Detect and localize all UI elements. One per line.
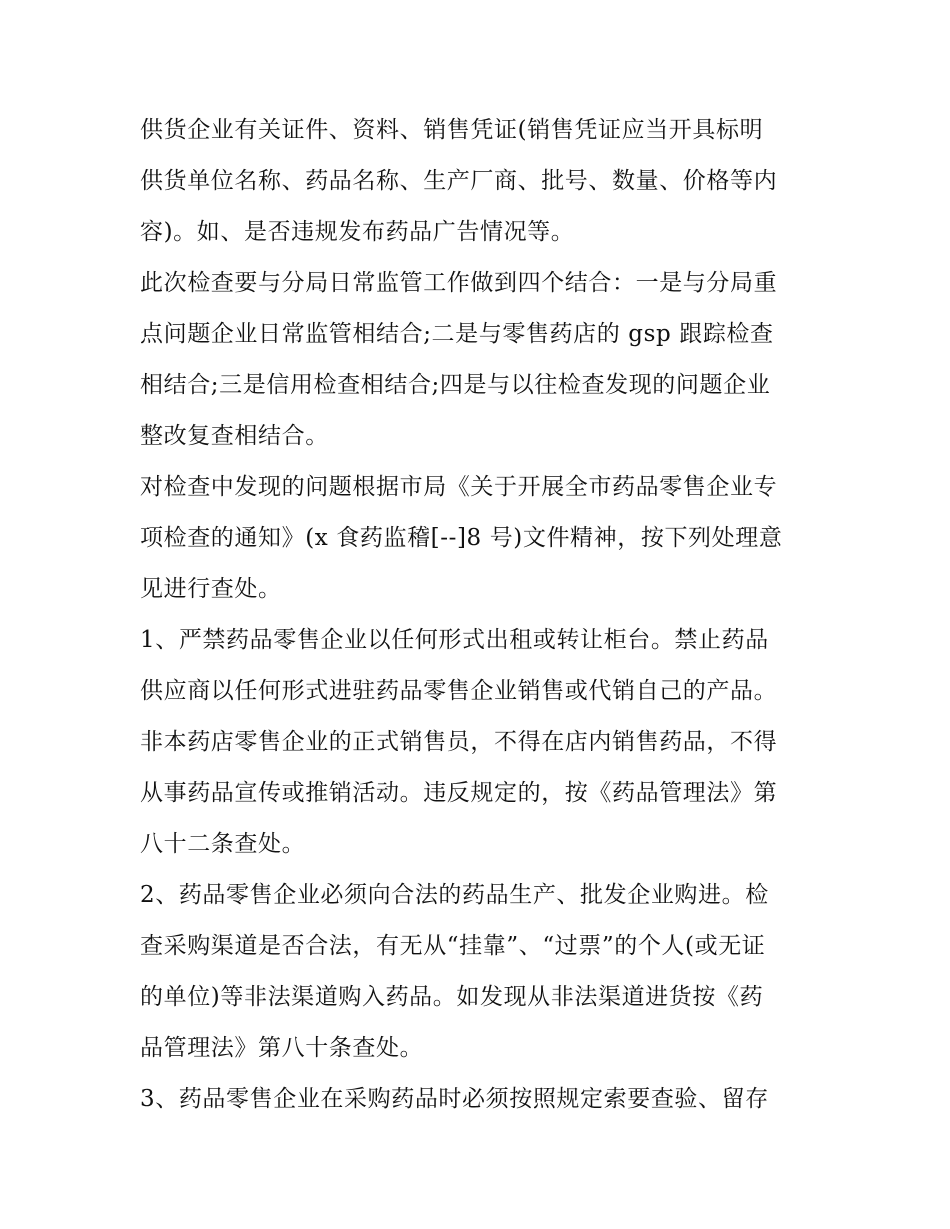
text-line: 容)。如、是否违规发布药品广告情况等。: [140, 219, 575, 245]
paragraph: [140, 462, 820, 615]
text-line: 1、严禁药品零售企业以任何形式出租或转让柜台。禁止药品: [140, 627, 769, 653]
text-line: 2、药品零售企业必须向合法的药品生产、批发企业购进。检: [140, 882, 769, 908]
document-body: [140, 105, 820, 1125]
text-line: 从事药品宣传或推销活动。违反规定的，按《药品管理法》第: [140, 780, 778, 806]
text-line: 品管理法》第八十条查处。: [140, 1035, 424, 1061]
text-line: 八十二条查处。: [140, 831, 306, 857]
text-line: 非本药店零售企业的正式销售员，不得在店内销售药品，不得: [140, 729, 778, 755]
text-line: 见进行查处。: [140, 576, 282, 602]
text-line: 的单位)等非法渠道购入药品。如发现从非法渠道进货按《药: [140, 984, 764, 1010]
paragraph: [140, 258, 820, 462]
text-line: 相结合;三是信用检查相结合;四是与以往检查发现的问题企业: [140, 372, 771, 398]
paragraph: [140, 870, 820, 1074]
text-line: 查采购渠道是否合法，有无从“挂靠”、“过票”的个人(或无证: [140, 933, 766, 959]
paragraph: [140, 1074, 820, 1125]
paragraph: [140, 615, 820, 870]
text-line: 此次检查要与分局日常监管工作做到四个结合：一是与分局重: [140, 270, 778, 296]
text-line: 3、药品零售企业在采购药品时必须按照规定索要查验、留存: [140, 1086, 769, 1112]
text-line: 供货企业有关证件、资料、销售凭证(销售凭证应当开具标明: [140, 117, 764, 143]
text-line: 点问题企业日常监管相结合;二是与零售药店的 gsp 跟踪检查: [140, 321, 774, 347]
text-line: 对检查中发现的问题根据市局《关于开展全市药品零售企业专: [140, 474, 778, 500]
paragraph: [140, 105, 820, 258]
text-line: 整改复查相结合。: [140, 423, 329, 449]
text-line: 供货单位名称、药品名称、生产厂商、批号、数量、价格等内: [140, 168, 778, 194]
text-line: 项检查的通知》(x 食药监稽[--]8 号)文件精神，按下列处理意: [140, 525, 783, 551]
text-line: 供应商以任何形式进驻药品零售企业销售或代销自己的产品。: [140, 678, 778, 704]
